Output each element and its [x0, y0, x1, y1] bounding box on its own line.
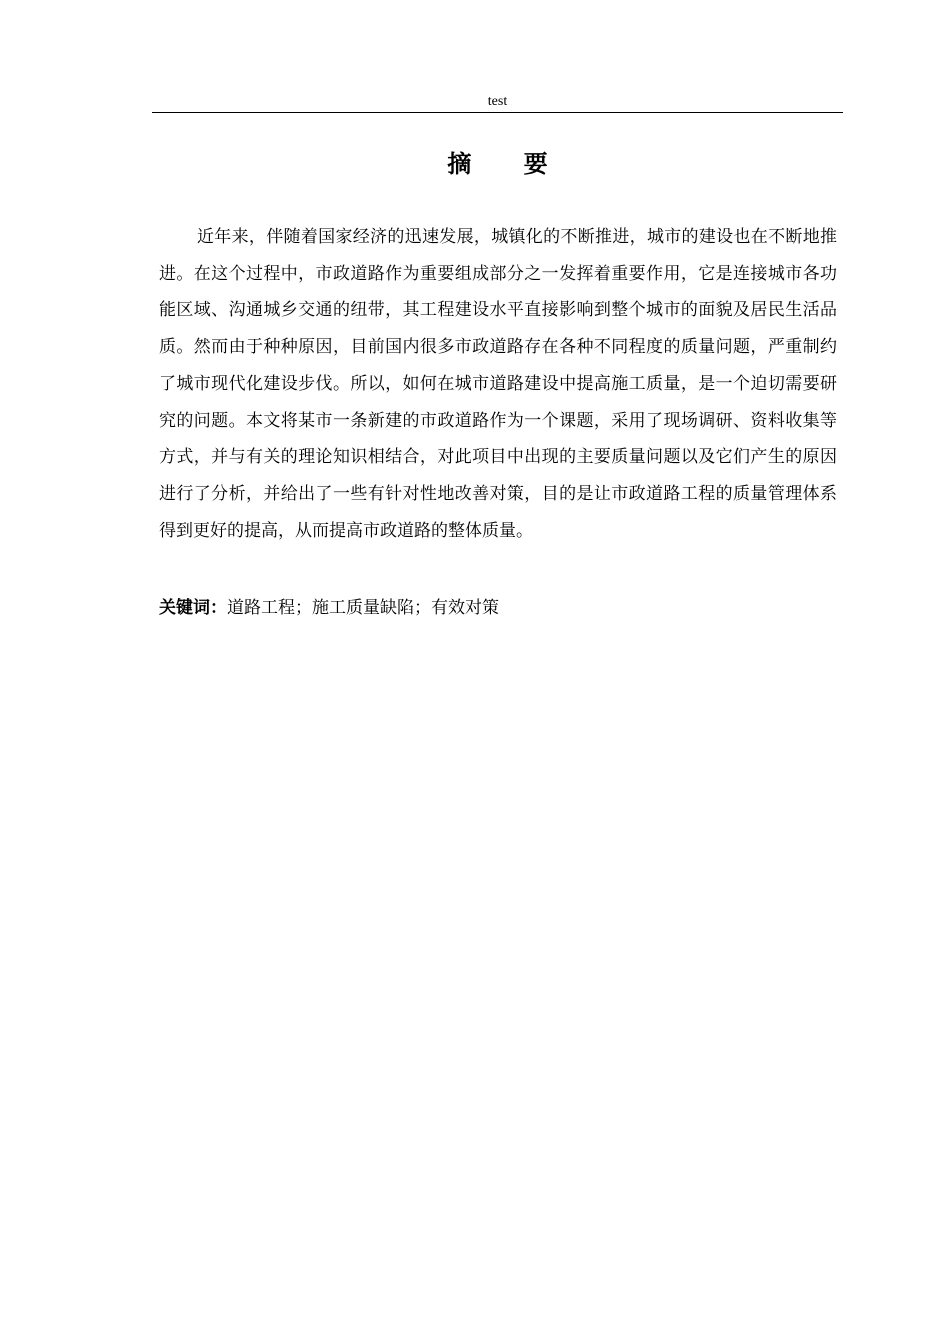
header-rule [152, 112, 843, 113]
keywords-value: 道路工程；施工质量缺陷；有效对策 [227, 598, 499, 618]
page-header-text: test [487, 94, 508, 109]
keywords-line [159, 590, 837, 626]
keywords-label: 关键词： [159, 598, 227, 618]
abstract-body: 近年来，伴随着国家经济的迅速发展，城镇化的不断推进，城市的建设也在不断地推进。在这个过程中，市政道路作为重要组成部分之一发挥着重要作用，它是连接城市各功能区域、沟通城乡交通的纽带，其工程建设水平直接影响到整个城市的面貌及居民生活品质。然而由于种种原因，目前国内很多市政道路存在各种不同程度的质量问题，严重制约了城市现代化建设步伐。所以，如何在城市道路建设中提高施工质量，是一个迫切需要研究的问题。本文将某市一条新建的市政道路作为一个课题，采用了现场调研、资料收集等方式，并与有关的理论知识相结合，对此项目中出现的主要质量问题以及它们产生的原因进行了分析，并给出了一些有针对性地改善对策，目的是让市政道路工程的质量管理体系得到更好的提高，从而提高市政道路的整体质量。 [159, 227, 837, 541]
abstract-title: 摘 要 [447, 150, 570, 178]
